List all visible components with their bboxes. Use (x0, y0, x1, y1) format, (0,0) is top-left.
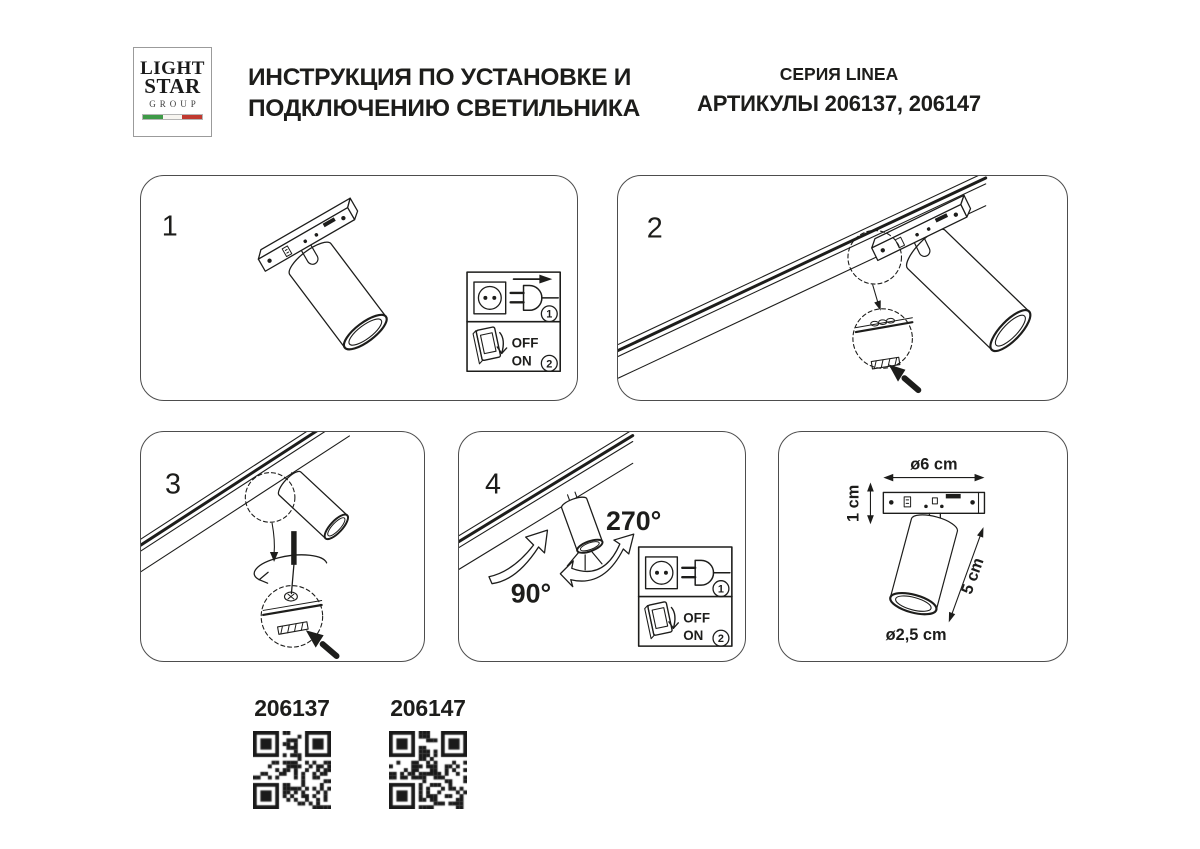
step-2-number: 2 (646, 212, 663, 245)
legend-step-1: 1 (546, 308, 553, 321)
step-1-number: 1 (161, 210, 178, 243)
step-2-drawing (618, 176, 1067, 400)
page-title-line1: ИНСТРУКЦИЯ ПО УСТАНОВКЕ И (248, 64, 632, 91)
width-dimension (883, 456, 984, 482)
lightstar-logo (133, 47, 212, 137)
on-label: ON (683, 628, 704, 644)
step-4-number: 4 (485, 468, 502, 501)
insert-arrow-icon (514, 275, 553, 284)
diameter-label: ø2,5 cm (885, 626, 947, 645)
spotlight-body-drawing (560, 495, 604, 556)
qr-article-label: 206147 (390, 695, 466, 721)
dimensions-panel (778, 431, 1068, 662)
logo-light: LIGHT (140, 58, 205, 79)
height-label: 1 cm (844, 484, 863, 523)
off-label: OFF (683, 610, 711, 626)
screwdriver-icon (291, 531, 293, 593)
adapter-detail-drawing (263, 592, 321, 634)
spotlight-body-drawing (888, 511, 959, 619)
callout-arrow (873, 285, 881, 311)
power-legend-box (467, 272, 560, 371)
italian-flag-bar (142, 114, 203, 120)
logo-group: GROUP (149, 99, 200, 109)
callout-arrow (270, 523, 278, 562)
spotlight-body-drawing (284, 237, 391, 355)
step-3-number: 3 (165, 468, 182, 501)
series-label: СЕРИЯ LINEA (779, 64, 899, 84)
legend-step-2: 2 (717, 633, 724, 646)
spotlight-body-drawing (901, 224, 1036, 357)
angle-90-label: 90° (510, 578, 552, 609)
length-label: 5 cm (957, 555, 988, 597)
legend-step-2: 2 (546, 358, 553, 371)
page-title (248, 62, 678, 124)
socket-icon (474, 282, 506, 314)
switch-icon (473, 327, 502, 364)
qr-code (389, 731, 467, 809)
qr-item-206147 (387, 695, 469, 814)
qr-article-label: 206137 (254, 695, 330, 721)
logo-star: STAR (144, 74, 201, 98)
qr-code (253, 731, 331, 809)
step-1-panel (140, 175, 578, 401)
step-3-panel (140, 431, 425, 662)
step-4-drawing (459, 432, 745, 661)
step-3-drawing (141, 432, 424, 661)
release-lever-arrow (306, 630, 337, 656)
on-label: ON (511, 353, 532, 369)
legend-step-1: 1 (717, 583, 724, 596)
page-title-line2: ПОДКЛЮЧЕНИЮ СВЕТИЛЬНИКА (248, 95, 640, 122)
socket-icon (646, 557, 678, 589)
power-legend-box (639, 547, 732, 646)
angle-270-label: 270° (605, 506, 662, 537)
height-dimension (845, 483, 874, 525)
step-4-panel (458, 431, 746, 662)
rotate-left-arrow-icon (489, 530, 547, 584)
dimensions-drawing (779, 432, 1067, 661)
qr-item-206137 (251, 695, 333, 814)
rotate-arrow-icon (254, 555, 326, 583)
width-label: ø6 cm (910, 455, 958, 474)
series-block (664, 64, 1014, 117)
step-1-drawing (141, 176, 577, 400)
switch-icon (644, 602, 673, 639)
release-lever-arrow (889, 364, 919, 390)
adapter-detail-drawing (856, 318, 912, 369)
off-label: OFF (511, 335, 539, 351)
articles-label: АРТИКУЛЫ 206137, 206147 (697, 91, 981, 116)
step-2-panel (617, 175, 1068, 401)
